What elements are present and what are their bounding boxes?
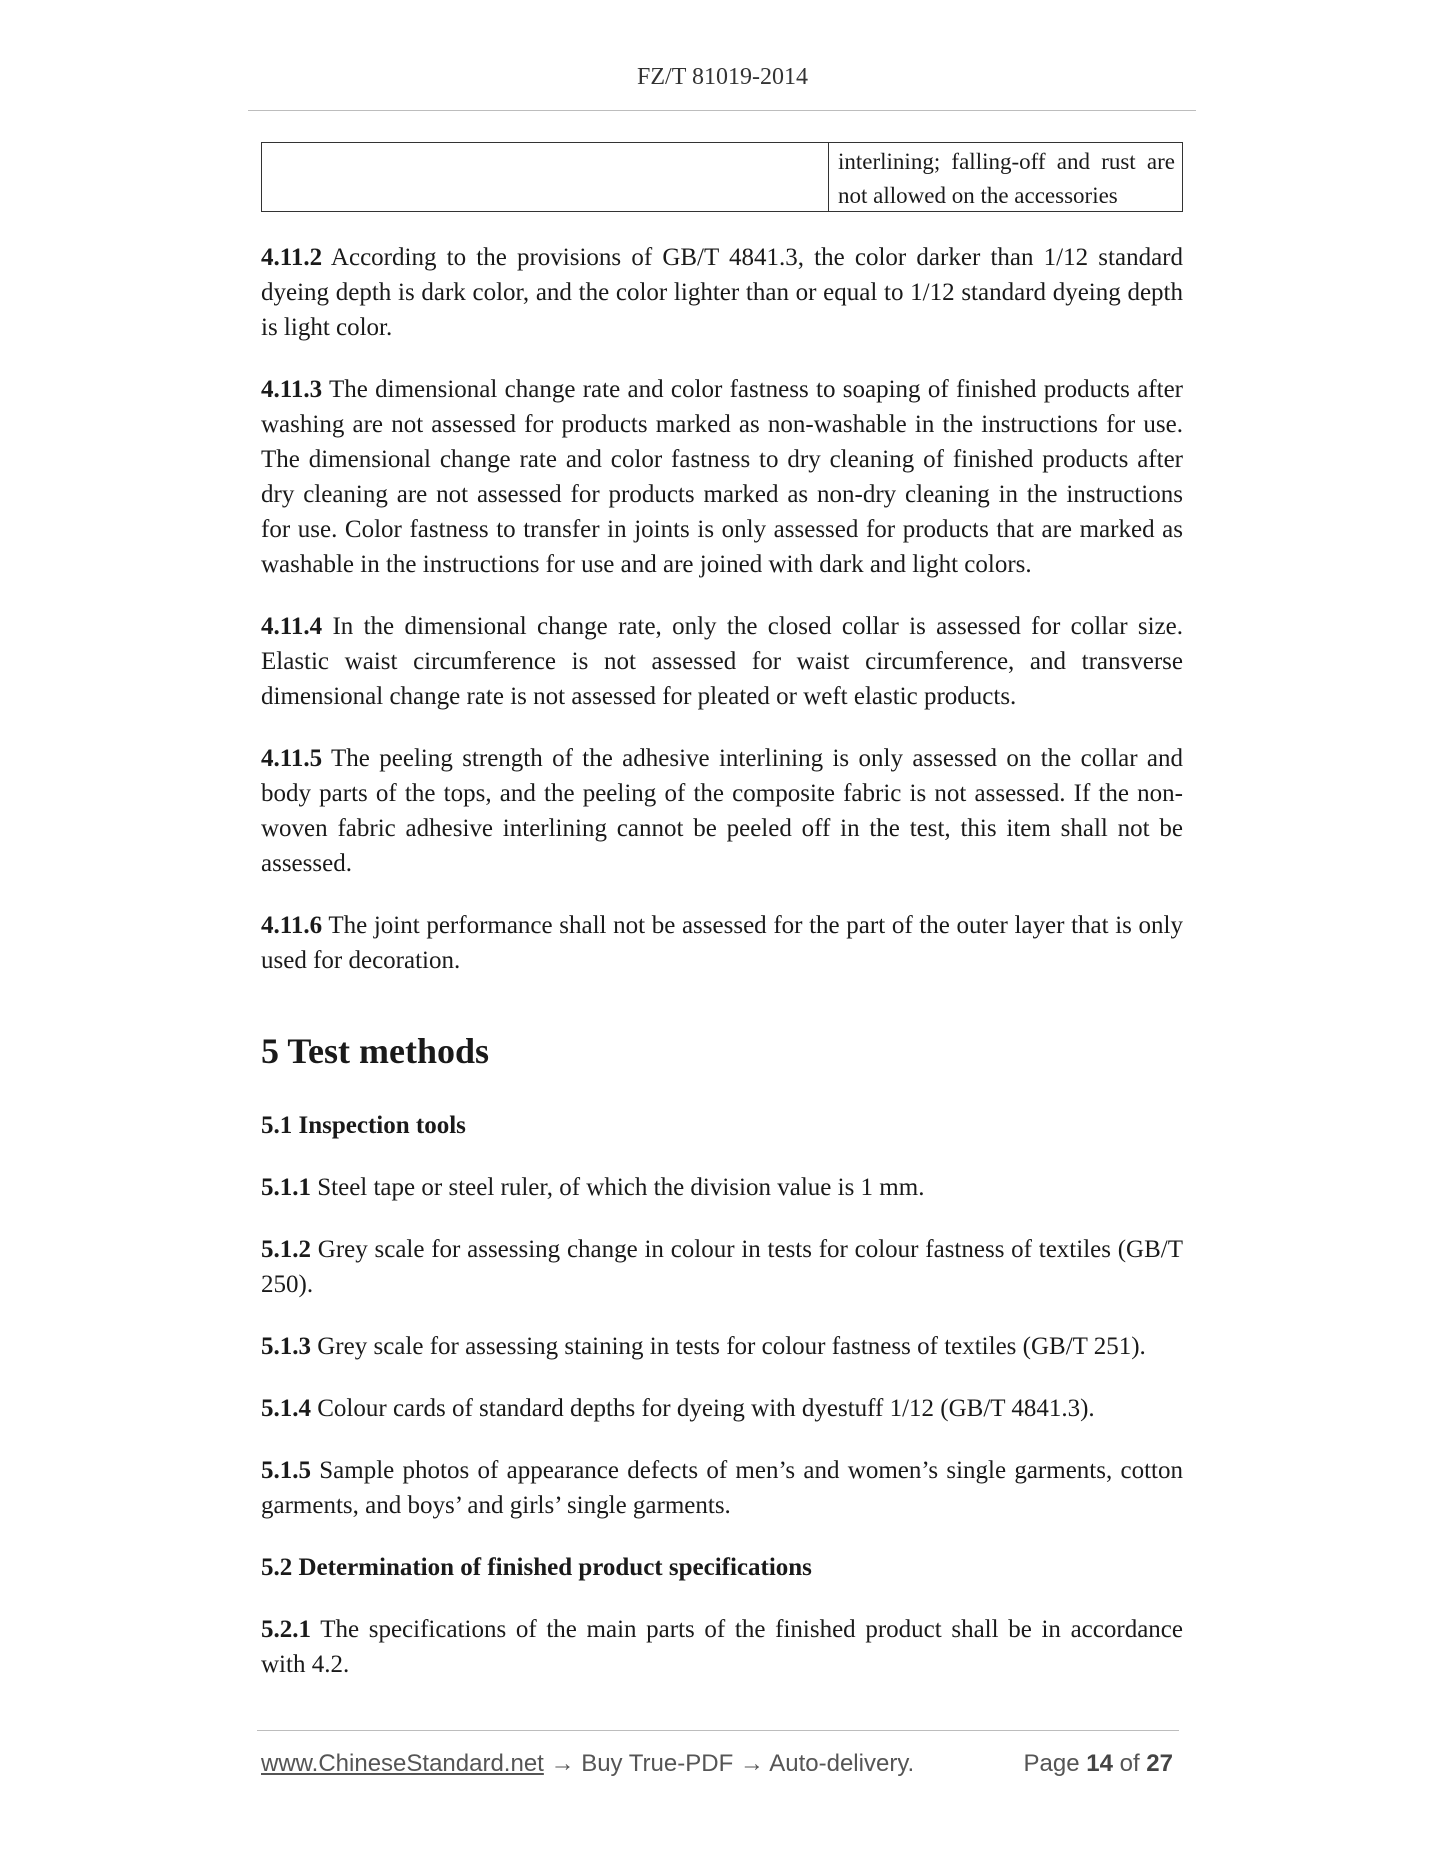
document-code-header: FZ/T 81019-2014 [637, 64, 808, 90]
clause-number: 4.11.5 [261, 745, 323, 772]
clause-text: The joint performance shall not be assessed for the part of the outer layer that is only used for decoration. [261, 912, 1183, 974]
clause-text: In the dimensional change rate, only the closed collar is assessed for collar size. Elastic waist circumference is not assessed for waist circumference, and transverse dimensional change rate is not assessed for pleated or weft elastic products. [261, 613, 1183, 710]
subsection-heading: 5.2 Determination of finished product specifications [261, 1554, 812, 1581]
page-footer [261, 1750, 1183, 1778]
clause-number: 5.1.5 [261, 1457, 311, 1484]
clause-4-11-6 [261, 908, 1183, 978]
clause-text: The peeling strength of the adhesive interlining is only assessed on the collar and body parts of the tops, and the peeling of the composite fabric is not assessed. If the non-woven fabric adhesive interlining cannot be peeled off in the test, this item shall not be assessed. [261, 745, 1183, 877]
subsection-heading: 5.1 Inspection tools [261, 1112, 466, 1139]
clause-number: 4.11.6 [261, 912, 323, 939]
table-cell-empty [262, 143, 829, 211]
page-indicator [1024, 1750, 1173, 1778]
page-number: 14 [1086, 1750, 1113, 1777]
of-label: of [1112, 1750, 1147, 1777]
clause-number: 4.11.3 [261, 376, 323, 403]
arrow-icon: → [543, 1750, 582, 1777]
clause-number: 5.1.3 [261, 1333, 311, 1360]
clause-number: 5.1.4 [261, 1395, 311, 1422]
clause-text: Colour cards of standard depths for dyeing with dyestuff 1/12 (GB/T 4841.3). [311, 1395, 1095, 1422]
table-cell-requirement [838, 143, 1175, 213]
page-label: Page [1023, 1750, 1087, 1777]
clause-text: Grey scale for assessing change in colour in tests for colour fastness of textiles (GB/T 250). [261, 1236, 1183, 1298]
clause-text: Steel tape or steel ruler, of which the division value is 1 mm. [311, 1174, 925, 1201]
clause-5-1-1 [261, 1170, 1183, 1205]
clause-text: Grey scale for assessing staining in tests for colour fastness of textiles (GB/T 251). [311, 1333, 1146, 1360]
buy-true-pdf-text: Buy True-PDF [581, 1750, 734, 1777]
clause-5-1-5 [261, 1453, 1183, 1523]
table-cell-line: not allowed on the accessories [838, 183, 1118, 208]
clause-5-2-1 [261, 1612, 1183, 1682]
clause-4-11-3 [261, 372, 1183, 582]
clause-text: According to the provisions of GB/T 4841.3, the color darker than 1/12 standard dyeing depth is dark color, and the color lighter than or equal to 1/12 standard dyeing depth is light color. [261, 244, 1183, 341]
requirements-table-continuation [261, 142, 1183, 212]
clause-4-11-4 [261, 609, 1183, 714]
section-heading: 5 Test methods [261, 1031, 490, 1071]
header-divider [248, 110, 1196, 111]
clause-text: The dimensional change rate and color fastness to soaping of finished products after washing are not assessed for products marked as non-washable in the instructions for use. The dimensional change rate and color fastness to dry cleaning of finished products after dry cleaning are not assessed for products marked as non-dry cleaning in the instructions for use. Color fastness to transfer in joints is only assessed for products that are marked as washable in the instructions for use and are joined with dark and light colors. [261, 376, 1183, 578]
auto-delivery-text: Auto-delivery. [769, 1750, 915, 1777]
clause-5-1-3 [261, 1329, 1183, 1364]
clause-number: 4.11.4 [261, 613, 323, 640]
document-body [261, 240, 1183, 1682]
arrow-icon: → [733, 1750, 770, 1777]
clause-5-1-4 [261, 1391, 1183, 1426]
clause-number: 5.1.2 [261, 1236, 311, 1263]
website-link[interactable]: www.ChineseStandard.net [261, 1750, 544, 1777]
clause-number: 5.1.1 [261, 1174, 311, 1201]
clause-4-11-2 [261, 240, 1183, 345]
clause-5-1-2 [261, 1232, 1183, 1302]
clause-text: Sample photos of appearance defects of men’s and women’s single garments, cotton garments, and boys’ and girls’ single garments. [261, 1457, 1183, 1519]
clause-4-11-5 [261, 741, 1183, 881]
page-total: 27 [1146, 1750, 1173, 1777]
clause-number: 5.2.1 [261, 1616, 311, 1643]
table-cell-line: interlining; falling-off and rust are [838, 149, 1175, 174]
footer-divider [257, 1730, 1179, 1731]
clause-number: 4.11.2 [261, 244, 323, 271]
clause-text: The specifications of the main parts of the finished product shall be in accordance with 4.2. [261, 1616, 1183, 1678]
